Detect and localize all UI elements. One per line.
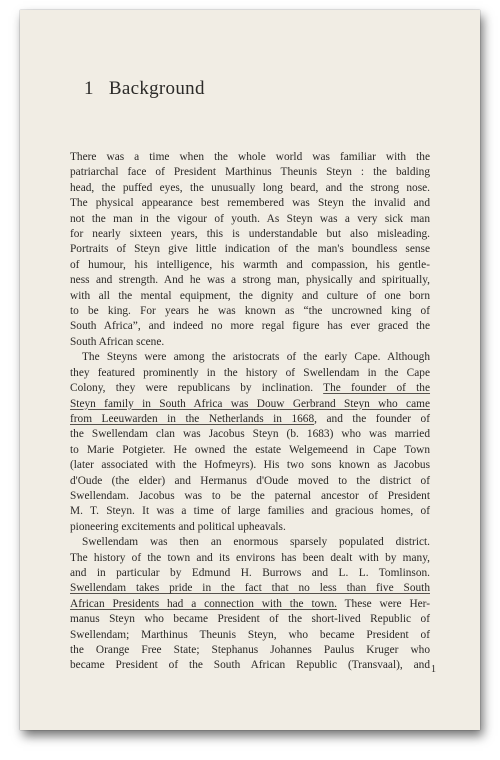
- text-line: pioneering excitements and political upheavals.: [70, 520, 286, 533]
- text-line: Steyn family in South Africa was Douw Gerbrand Steyn who came: [70, 397, 430, 410]
- text-line: Swellendam; Marthinus Theunis Steyn, who became President of: [70, 628, 430, 641]
- text-line: patriarchal face of President Marthinus Theunis Steyn : the balding: [70, 166, 430, 179]
- text-line: African Presidents had a connection with the town. These were Her-: [70, 597, 430, 610]
- text-line: to be king. For years he was known as “the uncrowned king of: [70, 305, 430, 318]
- text-line: The physical appearance best remembered was Steyn the invalid and: [70, 197, 430, 210]
- text-line: they featured prominently in the history of Swellendam in the Cape: [70, 366, 430, 379]
- page-number: 1: [431, 664, 436, 675]
- text-line: d'Oude (the elder) and Hermanus d'Oude moved to the district of: [70, 474, 430, 487]
- text-line: Swellendam takes pride in the fact that no less than five South: [70, 582, 430, 595]
- text-line: to Marie Potgieter. He owned the estate Welgemeend in Cape Town: [70, 443, 430, 456]
- text-line: (later associated with the Hofmeyrs). His two sons known as Jacobus: [70, 459, 430, 472]
- text-line: head, the puffed eyes, the unusually long beard, and the strong nose.: [70, 181, 430, 194]
- text-line: Swellendam. Jacobus was to be the paternal ancestor of President: [70, 489, 430, 502]
- chapter-number: 1: [84, 78, 94, 99]
- text-line: manus Steyn who became President of the short-lived Republic of: [70, 613, 430, 626]
- paragraph: [70, 535, 430, 674]
- text-line: South Africa”, and indeed no more regal figure has ever graced the: [70, 320, 430, 333]
- text-line: not the man in the vigour of youth. As Steyn was a very sick man: [70, 212, 430, 225]
- text-line: and in particular by Edmund H. Burrows and L. L. Tomlinson.: [70, 566, 430, 579]
- text-line: Swellendam was then an enormous sparsely populated district.: [82, 536, 430, 549]
- text-line: There was a time when the whole world was familiar with the: [70, 151, 430, 163]
- body-text: [70, 150, 430, 674]
- text-line: became President of the South African Republic (Transvaal), and: [70, 659, 430, 672]
- text-line: the Swellendam clan was Jacobus Steyn (b. 1683) who was married: [70, 428, 430, 441]
- paragraph: [70, 350, 430, 535]
- text-line: Portraits of Steyn give little indication of the man's boundless sense: [70, 243, 430, 256]
- text-line: The history of the town and its environs has been dealt with by many,: [70, 551, 430, 564]
- text-line: South African scene.: [70, 335, 165, 348]
- text-line: with all the mental equipment, the dignity and culture of one born: [70, 289, 430, 302]
- book-page: [20, 10, 480, 730]
- paragraph: [70, 150, 430, 350]
- chapter-heading: [84, 78, 430, 100]
- text-line: ness and strength. And he was a strong man, physically and spiritually,: [70, 274, 430, 287]
- text-line: the Orange Free State; Stephanus Johannes Paulus Kruger who: [70, 644, 430, 656]
- text-line: from Leeuwarden in the Netherlands in 1668, and the founder of: [70, 412, 430, 425]
- chapter-title: Background: [108, 78, 205, 99]
- text-line: The Steyns were among the aristocrats of the early Cape. Although: [82, 351, 430, 364]
- text-line: M. T. Steyn. It was a time of large families and gracious homes, of: [70, 505, 430, 518]
- text-line: of humour, his intelligence, his warmth and compassion, his gentle-: [70, 258, 430, 271]
- text-line: Colony, they were republicans by inclination. The founder of the: [70, 382, 431, 395]
- text-line: for nearly sixteen years, this is understandable but also misleading.: [70, 228, 430, 241]
